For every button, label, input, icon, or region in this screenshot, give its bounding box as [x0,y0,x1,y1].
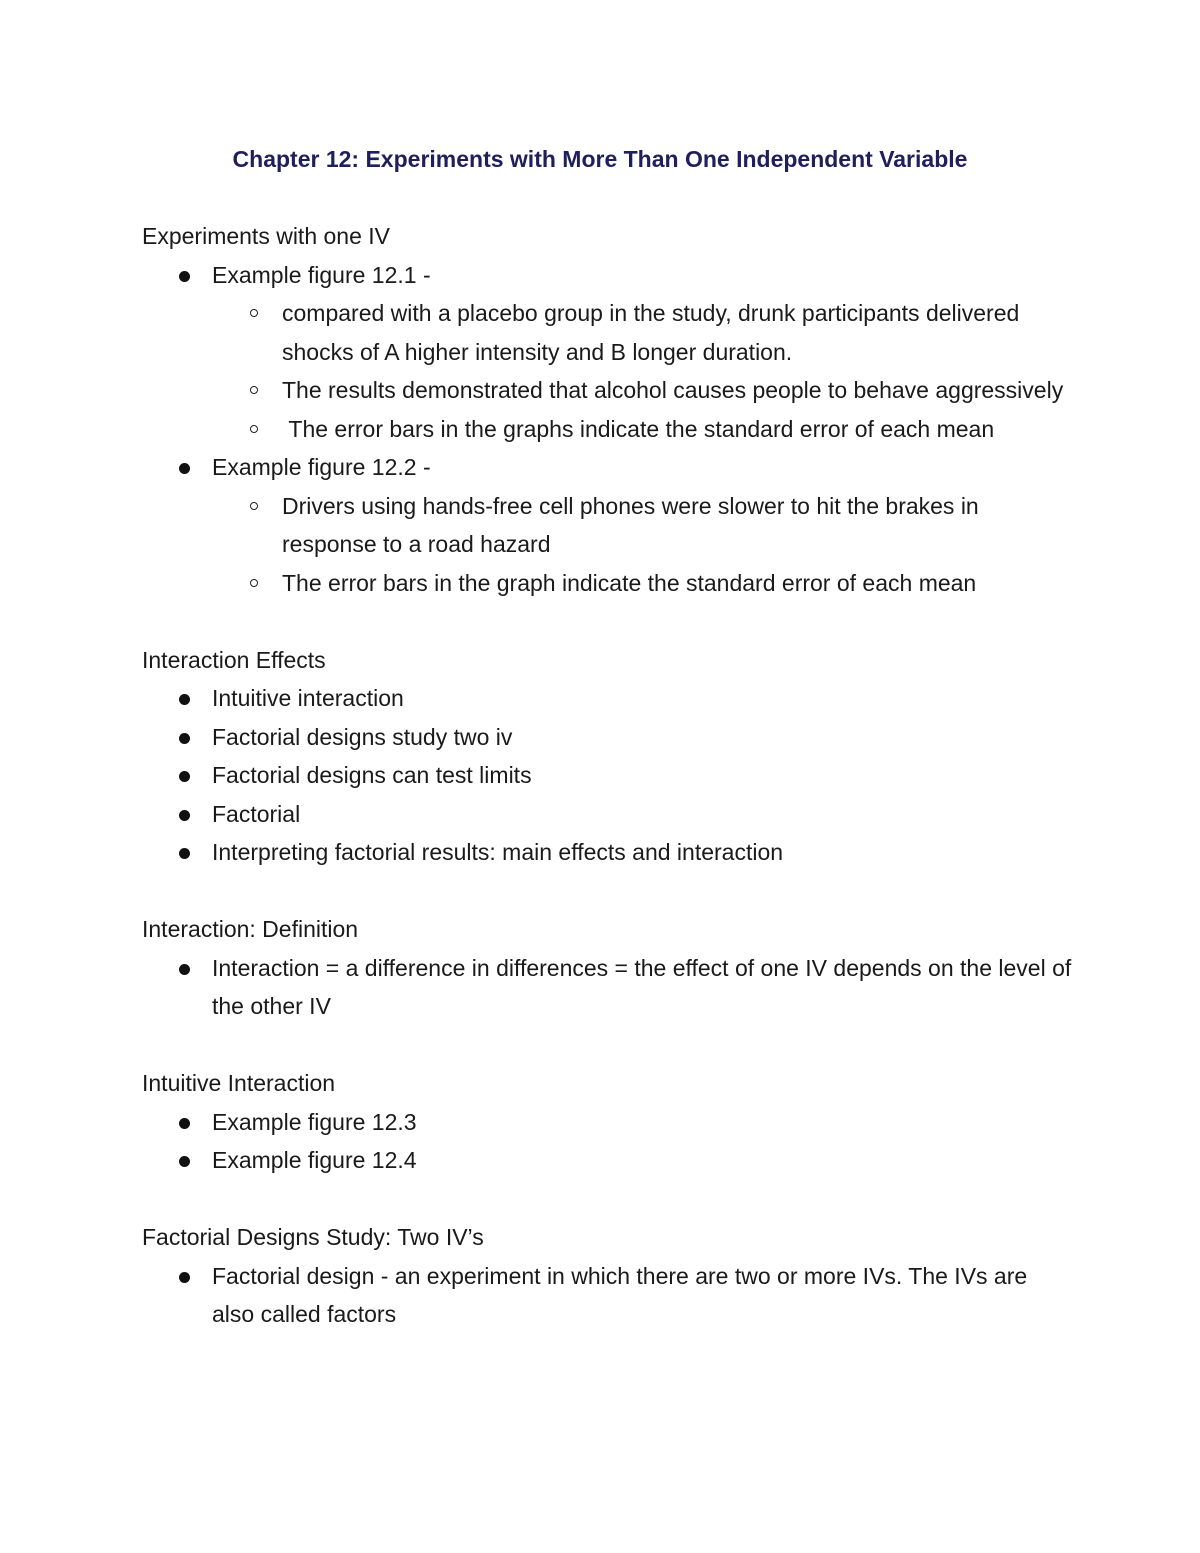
list-item [142,256,1072,295]
list-item [142,448,1072,487]
section-heading: Factorial Designs Study: Two IV’s [142,1224,484,1250]
list-item [142,795,1072,834]
list-item-text: Example figure 12.1 - [212,261,431,288]
sub-list-item [212,410,1072,449]
bullet-icon [179,848,190,859]
list-item [142,1257,1072,1334]
list-item [142,1103,1072,1142]
list-item [142,833,1072,872]
bullet-icon [179,1156,190,1167]
section-heading: Intuitive Interaction [142,1070,336,1096]
hollow-bullet-icon [250,425,258,433]
sub-list-item [212,564,1072,603]
hollow-bullet-icon [250,579,258,587]
bullet-icon [179,810,190,821]
list-item-text: Factorial [212,800,301,827]
bullet-icon [179,694,190,705]
sub-list [142,487,1072,603]
bullet-icon [179,463,190,474]
bullet-icon [179,1118,190,1129]
bullet-icon [179,733,190,744]
list-item [142,949,1072,1026]
bullet-icon [179,964,190,975]
list-item [142,718,1072,757]
list-item-text: Factorial designs study two iv [212,723,513,750]
section-heading: Interaction: Definition [142,916,359,942]
section [142,1218,1072,1334]
list-item-text: Interpreting factorial results: main effects and interaction [212,839,784,865]
hollow-bullet-icon [250,502,258,510]
list-item [142,756,1072,795]
section [142,1064,1072,1180]
list-item-text: Interaction = a difference in differences = the effect of one IV depends on the level of the other IV [212,954,1072,1019]
list-item-text: Factorial designs can test limits [212,762,532,788]
section [142,641,1072,872]
list-item-text: Example figure 12.2 - [212,454,431,480]
list-item [142,1141,1072,1180]
list-item-text: Example figure 12.4 [212,1147,417,1173]
list-item-text: Intuitive interaction [212,685,404,711]
sub-list-item-text: The error bars in the graph indicate the standard error of each mean [282,569,977,596]
sub-list-item-text: Drivers using hands-free cell phones were slower to hit the brakes in response to a road hazard [282,492,986,557]
list-item-text: Factorial design - an experiment in which there are two or more IVs. The IVs are also called factors [212,1262,1028,1327]
hollow-bullet-icon [250,386,258,394]
sub-list-item [212,487,1072,564]
bullet-icon [179,271,190,282]
hollow-bullet-icon [250,309,258,317]
document-body [142,217,1072,1372]
document-title: Chapter 12: Experiments with More Than One Independent Variable [232,146,968,172]
bullet-icon [179,771,190,782]
section [142,217,1072,602]
list-item [142,679,1072,718]
sub-list-item [212,294,1072,371]
sub-list-item-text: The results demonstrated that alcohol causes people to behave aggressively [282,377,1064,403]
list-item-text: Example figure 12.3 [212,1108,417,1135]
section-heading: Interaction Effects [142,646,326,673]
section [142,910,1072,1026]
sub-list-item-text: The error bars in the graphs indicate the standard error of each mean [282,415,995,442]
sub-list-item [212,371,1072,410]
section-heading: Experiments with one IV [142,223,391,249]
sub-list [142,294,1072,448]
sub-list-item-text: compared with a placebo group in the study, drunk participants delivered shocks of A higher intensity and B longer duration. [282,300,1026,365]
bullet-icon [179,1272,190,1283]
